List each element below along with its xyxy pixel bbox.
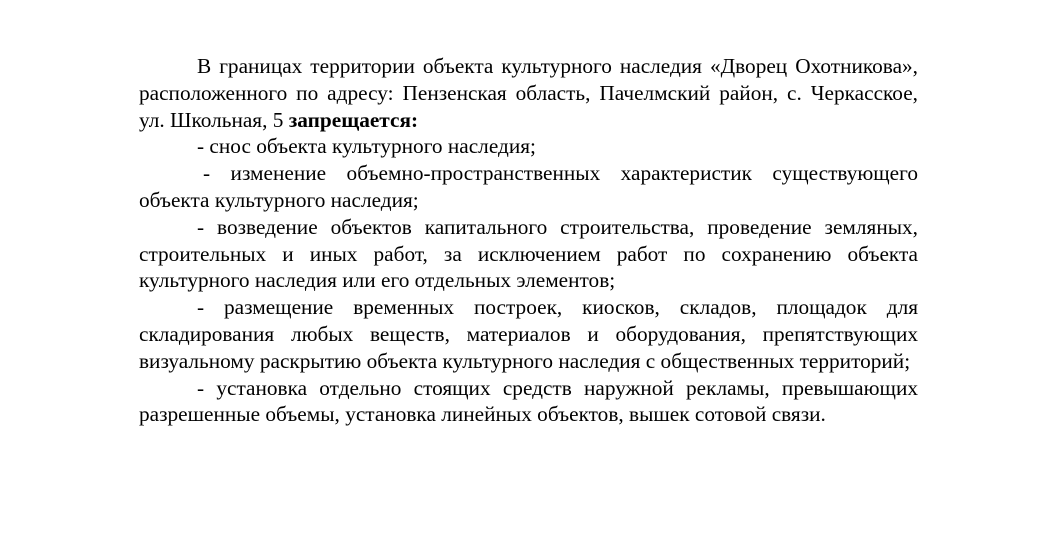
intro-paragraph <box>139 53 918 133</box>
document-body <box>139 53 918 428</box>
prohibition-item-4: - размещение временных построек, киосков, складов, площадок для складирования любых веществ, материалов и оборудования, препятствующих визуальному раскрытию объекта культурного наследия с общественных территорий; <box>139 295 918 373</box>
prohibition-item-5: - установка отдельно стоящих средств наружной рекламы, превышающих разрешенные объемы, установка линейных объектов, вышек сотовой связи. <box>139 375 918 427</box>
prohibition-item-1: - снос объекта культурного наследия; <box>197 134 536 159</box>
prohibition-item-2: - изменение объемно-пространственных характеристик существующего объекта культурного наследия; <box>139 161 918 212</box>
prohibition-item-3: - возведение объектов капитального строительства, проведение земляных, строительных и иных работ, за исключением работ по сохранению объекта культурного наследия или его отдельных элементов; <box>139 214 918 293</box>
intro-emphasis: запрещается: <box>288 107 419 132</box>
intro-text: В границах территории объекта культурного наследия «Дворец Охотникова», расположенного по адресу: Пензенская область, Пачелмский район, с. Черкасское, ул. Школьная, 5 <box>139 54 918 132</box>
